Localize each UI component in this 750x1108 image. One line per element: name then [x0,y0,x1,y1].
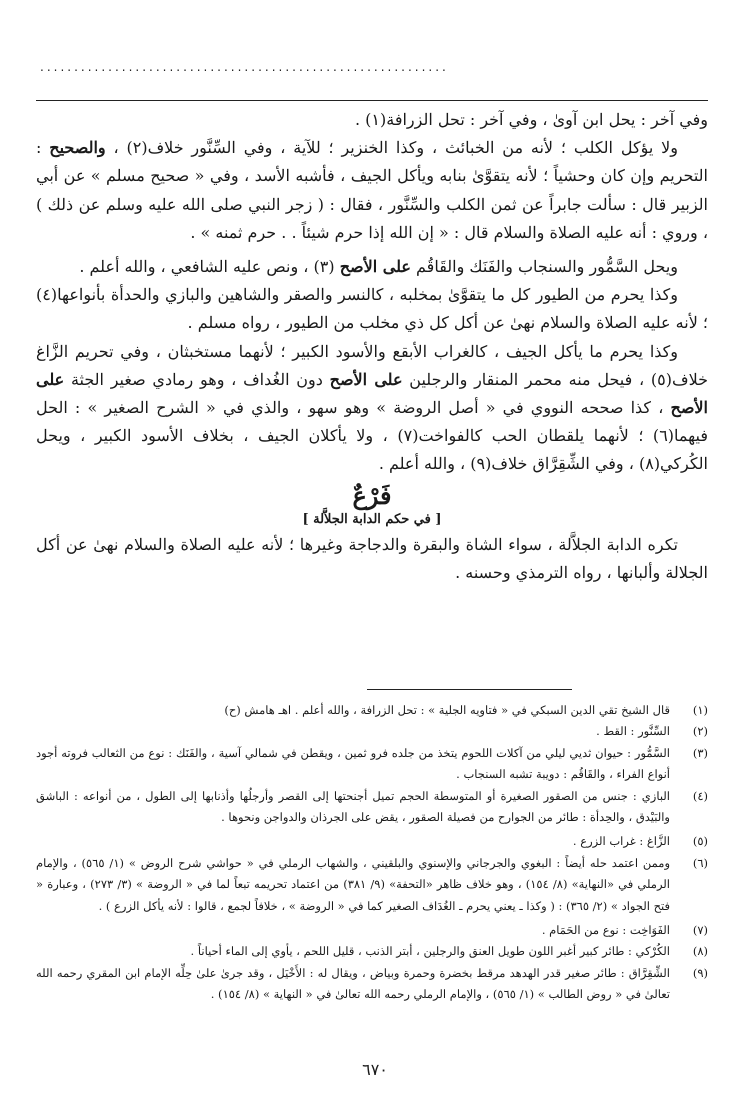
footnote-number: (٨) [692,944,708,959]
paragraph-3-start: ويحل السَّمُّور والسنجاب والفَنَك والقَاقُم [416,257,678,277]
main-text [36,106,708,587]
paragraph-3 [36,253,708,281]
paragraph-3-end: (٣) ، ونص عليه الشافعي ، والله أعلم . [79,257,335,277]
footnote-8 [36,941,708,962]
section-subheading: [ في حكم الدابة الجلاَّلة ] [302,511,442,527]
footnote-text: البازي : جنس من الصقور الصغيرة أو المتوسطة الحجم تميل أجنحتها إلى القصر وأرجلُها وأذنابها إلى الطول ، من أنواعه : الباشق والبَيْدق ، والحِدأة : طائر من الجوارح من فصيلة الصقور ، يقض على الجرذان والدواجن ونحوها . [36,788,670,825]
bold-asah: على الأصح [339,257,411,277]
footnote-5 [36,831,708,852]
footnote-text: الفَوَاخِت : نوع من الحَمَام . [541,923,670,938]
footnote-1 [36,700,708,721]
footnote-number: (٥) [692,834,708,849]
paragraph-2-line1: ولا يؤكل الكلب ؛ لأنه من الخبائث ، وكذا الخنزير ؛ للآية ، وفي السِّنَّور خلاف(٢) ، [113,138,678,158]
section-heading: فَرْعٌ [352,480,392,510]
header-rule [36,100,708,101]
footnote-7 [36,920,708,941]
footnote-6 [36,853,708,917]
section-heading-block [36,481,708,529]
paragraph-1: وفي آخر : يحل ابن آوىٰ ، وفي آخر : تحل الزرافة(١) . [354,110,708,129]
section-body: تكره الدابة الجلاَّلة ، سواء الشاة والبقرة والدجاجة وغيرها ؛ لأنه عليه الصلاة والسلام نهىٰ عن أكل الجلالة وألبانها ، رواه الترمذي وحسنه . [36,534,708,582]
footnote-number: (١) [692,703,708,717]
footnote-number: (٤) [692,788,708,803]
footnote-number: (٧) [692,923,708,938]
footnote-text: السِّنَّور : القط . [596,724,670,739]
footnote-rule [367,689,572,690]
footnote-number: (٣) [692,745,708,760]
page-number: ٦٧٠ [362,1060,388,1079]
paragraph-2-rest: : التحريم وإن كان وحشياً ؛ لأنه يتقوَّىٰ بنابه ويأكل الجيف ، فأشبه الأسد ، وفي « صحيح مسلم » عن أبي الزبير قال : سألت جابراً عن ثمن الكلب والسِّنَّور ، فقال : ( زجر النبي صلى الله عليه وسلم عن ذلك ) ، وروي : أنه عليه الصلاة والسلام قال : « إن الله إذا حرم شيئاً . . حرم ثمنه » . [36,138,708,242]
footnote-4 [36,786,708,829]
paragraph-5 [36,338,708,479]
bold-asah-2: على الأصح [329,369,403,389]
footnote-text: الشِّقِرَّاق : طائر صغير قدر الهدهد مرقط بخضرة وحمرة وبياض ، ويقال له : الأَخْيَل ، وقد جرىٰ علىٰ حِلِّه الإمام ابن المقري رحمه الله تعالىٰ في « روض الطالب » (١/ ٥٦٥) ، والإمام الرملي رحمه الله تعالىٰ في « النهاية » (٨/ ١٥٤) . [36,965,670,1002]
footnote-9 [36,963,708,1006]
header-dots: ............................................................ [40,60,449,74]
footnote-text: السَّمُّور : حيوان ثديي ليلي من آكلات اللحوم يتخذ من جلده فرو ثمين ، ويقطن في شمالي آسية ، والفَنَك : نوع من الثعالب فروته أجود أنواع الفراء ، والقَاقُم : دويبة تشبه السنجاب . [36,745,670,782]
footnote-text: الكُرْكي : طائر كبير أغبر اللون طويل العنق والرجلين ، أبتر الذنب ، قليل اللحم ، يأوي إلى الماء أحياناً . [190,944,670,959]
paragraph-5-c: دون الغُداف ، وهو رمادي صغير الجثة [70,369,323,389]
footnote-2 [36,721,708,742]
bold-asah-3: على الأصح [36,369,708,418]
footnote-number: (٩) [692,965,708,980]
footnotes [36,700,708,1006]
footnote-number: (٦) [692,855,708,870]
paragraph-5-e: ، كذا صححه النووي في « أصل الروضة » وهو سهو ، والذي في « الشرح الصغير » : الحل فيهما(٦) ؛ لأنهما يلقطان الحب كالفواخت(٧) ، ولا يأكلان الجيف ، بخلاف الأسود الكبير ، ويحل الكُركي(٨) ، وفي الشِّقِرَّاق خلاف(٩) ، والله أعلم . [36,398,708,474]
paragraph-2 [36,134,708,247]
bold-sahih: والصحيح [49,138,106,158]
footnote-text: الزَّاغ : غراب الزرع . [572,834,670,849]
footnote-text: وممن اعتمد حله أيضاً : البغوي والجرجاني والإسنوي والبلقيني ، والشهاب الرملي في « حواشي شرح الروض » (١/ ٥٦٥) ، والإمام الرملي في «النهاية» (٨/ ١٥٤) ، وهو خلاف ظاهر «التحفة» (٩/ ٣٨١) من اعتماد تحريمه تبعاً لما في « الروضة » (٣/ ٢٧٣) ، وعبارة « فتح الجواد » (٢/ ٣٦٥) : ( وكذا ـ يعني يحرم ـ الغُدَاف الصغير كما في « الروضة » ، خلافاً لجمع ، قالوا : لأنه يأكل الزرع ) . [36,855,671,913]
footnote-3 [36,743,708,786]
paragraph-5-a: وكذا يحرم ما يأكل الجيف ، كالغراب الأبقع والأسود الكبير ؛ لأنهما مستخبثان ، وفي تحريم الزَّاغ خلاف(٥) ، فيحل منه محمر المنقار والرجلين [36,341,709,389]
footnote-text: قال الشيخ تقي الدين السبكي في « فتاويه الجلية » : تحل الزرافة ، والله أعلم . اهـ هامش (ح) [224,703,670,717]
paragraph-4: وكذا يحرم من الطيور كل ما يتقوَّىٰ بمخلبه ، كالنسر والصقر والشاهين والبازي والحدأة بأنواعها(٤) ؛ لأنه عليه الصلاة والسلام نهىٰ عن أكل كل ذي مخلب من الطيور ، رواه مسلم . [36,285,708,333]
footnote-number: (٢) [692,724,708,739]
